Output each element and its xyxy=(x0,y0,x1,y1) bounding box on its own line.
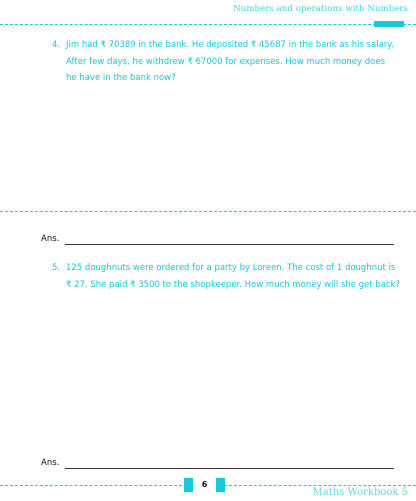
book-title: Maths Workbook 5 xyxy=(312,487,408,498)
page-number-left-marker xyxy=(184,478,193,492)
question-4 xyxy=(52,37,398,87)
chapter-title: Numbers and operations with Numbers xyxy=(233,4,408,14)
answer-row-5 xyxy=(41,458,394,472)
answer-line[interactable] xyxy=(65,468,394,469)
page-number-right-marker xyxy=(216,478,225,492)
question-text: Jim had ₹ 70389 in the bank. He deposited ₹ 45687 in the bank as his salary. After few days, he withdrew ₹ 67000 for expenses. How much money does he have in the bank now? xyxy=(66,40,394,83)
answer-line[interactable] xyxy=(65,244,394,245)
question-number: 5. xyxy=(52,263,61,273)
answer-label: Ans. xyxy=(41,234,60,244)
header-divider xyxy=(0,24,416,25)
question-5 xyxy=(52,260,402,293)
section-divider xyxy=(0,211,416,212)
header-accent-bar xyxy=(374,21,404,27)
page-number: 6 xyxy=(193,478,216,492)
answer-row-4 xyxy=(41,234,394,248)
question-number: 4. xyxy=(52,40,61,50)
question-text: 125 doughnuts were ordered for a party by Loreen. The cost of 1 doughnut is ₹ 27. She paid ₹ 3500 to the shopkeeper. How much money will she get back? xyxy=(66,263,401,290)
answer-label: Ans. xyxy=(41,458,60,468)
